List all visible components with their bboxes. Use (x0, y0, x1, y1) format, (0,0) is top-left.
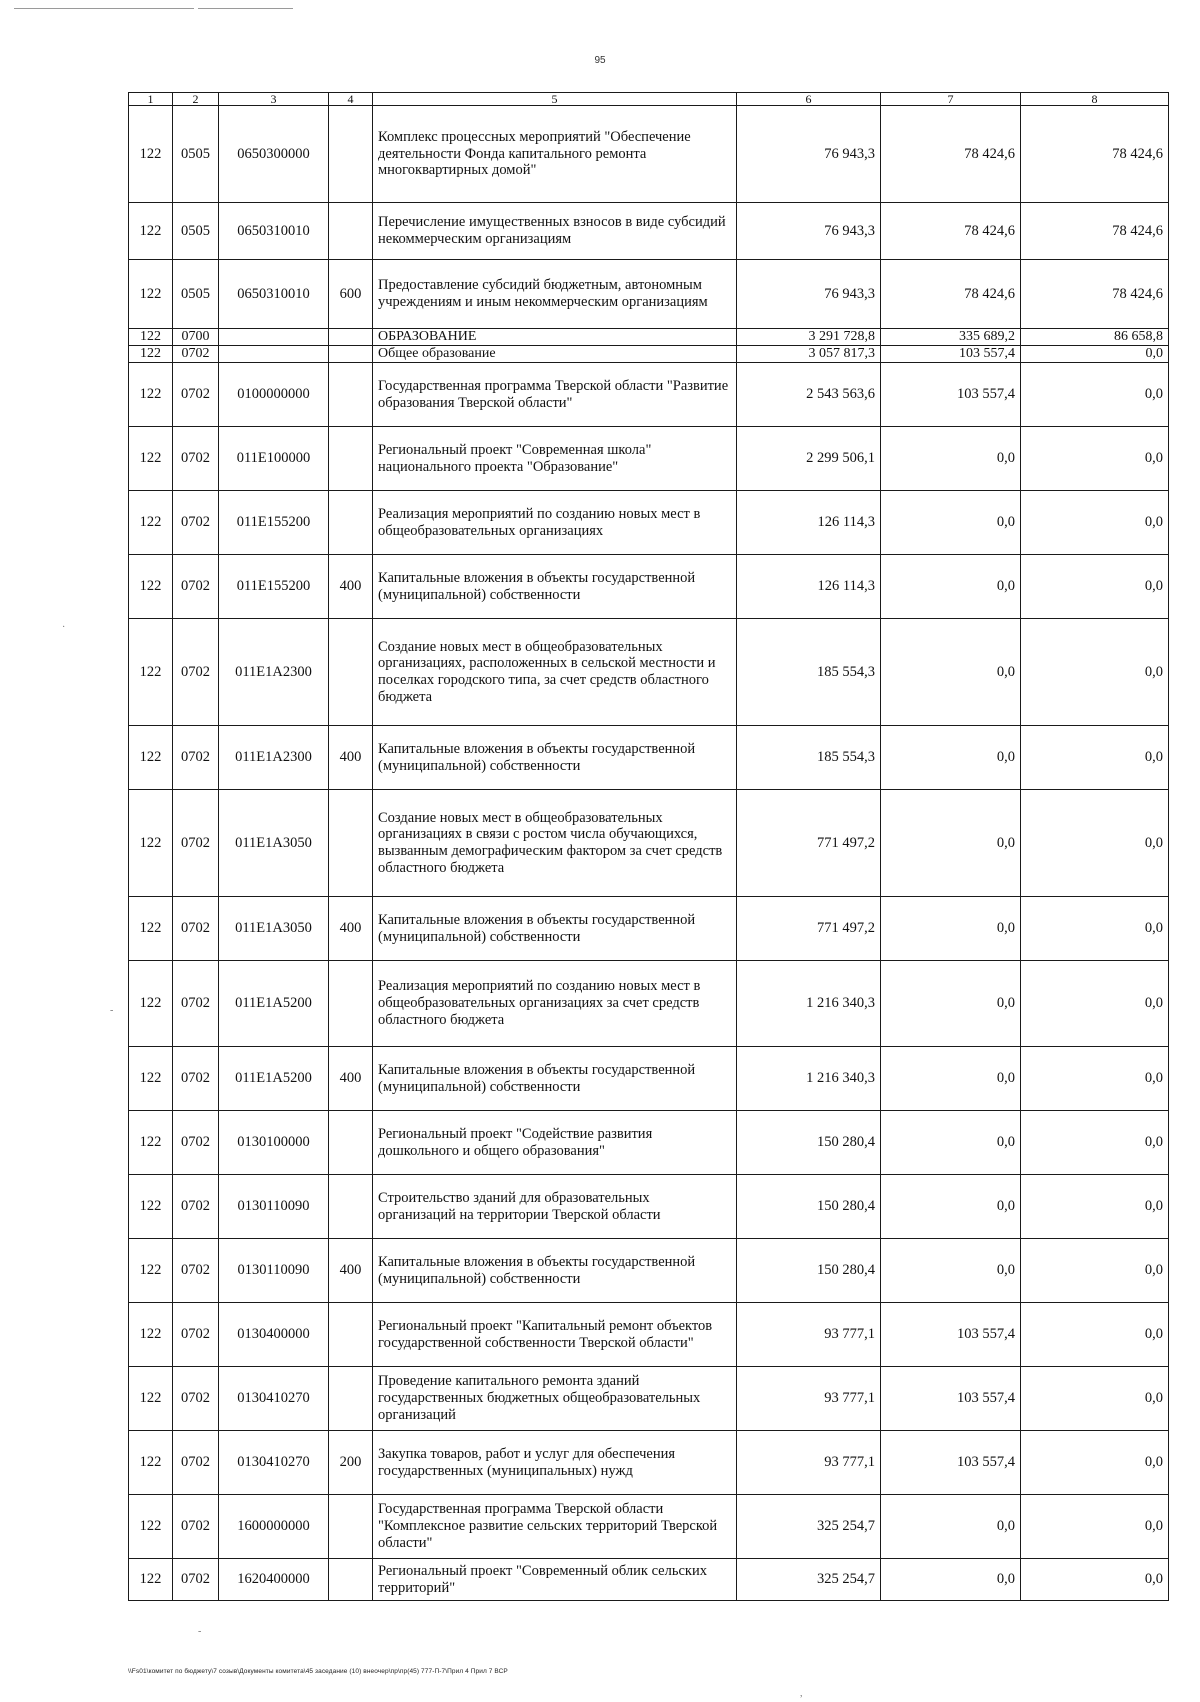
col-header: 7 (881, 93, 1021, 106)
cell-amount-year2: 78 424,6 (881, 106, 1021, 203)
cell-amount-year3: 0,0 (1021, 1367, 1169, 1431)
cell-amount-year3: 0,0 (1021, 346, 1169, 363)
cell-amount-year2: 103 557,4 (881, 1367, 1021, 1431)
cell-amount-year1: 150 280,4 (737, 1111, 881, 1175)
table-row (129, 363, 1169, 427)
file-path-footer: \\Fs01\комитет по бюджету\7 созыв\Документы комитета\45 заседание (10) внеочер\пр\пр(45) 777-П-7\Прил 4 Прил 7 ВСР (128, 1668, 508, 1675)
table-row (129, 329, 1169, 346)
col-header: 2 (173, 93, 219, 106)
table-row (129, 491, 1169, 555)
cell-amount-year2: 0,0 (881, 555, 1021, 619)
cell-target-article: 011E155200 (219, 491, 329, 555)
cell-amount-year2: 0,0 (881, 961, 1021, 1047)
cell-amount-year2: 0,0 (881, 491, 1021, 555)
cell-amount-year2: 0,0 (881, 1175, 1021, 1239)
cell-target-article: 011E155200 (219, 555, 329, 619)
cell-description: Проведение капитального ремонта зданий государственных бюджетных общеобразовательных организаций (373, 1367, 737, 1431)
cell-amount-year1: 2 543 563,6 (737, 363, 881, 427)
cell-expense-type (329, 1303, 373, 1367)
cell-section: 0702 (173, 1303, 219, 1367)
cell-expense-type: 400 (329, 1047, 373, 1111)
cell-amount-year3: 0,0 (1021, 491, 1169, 555)
cell-amount-year3: 0,0 (1021, 1431, 1169, 1495)
cell-expense-type (329, 1175, 373, 1239)
cell-target-article: 011E1A5200 (219, 1047, 329, 1111)
header-row (129, 93, 1169, 106)
cell-amount-year2: 103 557,4 (881, 1431, 1021, 1495)
cell-amount-year1: 76 943,3 (737, 260, 881, 329)
cell-target-article: 011E100000 (219, 427, 329, 491)
cell-expense-type (329, 427, 373, 491)
cell-amount-year3: 0,0 (1021, 1239, 1169, 1303)
cell-ministry: 122 (129, 1431, 173, 1495)
table-row (129, 619, 1169, 726)
cell-description: Государственная программа Тверской области "Развитие образования Тверской области" (373, 363, 737, 427)
cell-section: 0702 (173, 897, 219, 961)
cell-ministry: 122 (129, 1495, 173, 1559)
cell-ministry: 122 (129, 1303, 173, 1367)
cell-description: Перечисление имущественных взносов в виде субсидий некоммерческим организациям (373, 203, 737, 260)
cell-ministry: 122 (129, 555, 173, 619)
cell-amount-year2: 0,0 (881, 726, 1021, 790)
cell-description: Капитальные вложения в объекты государственной (муниципальной) собственности (373, 1047, 737, 1111)
cell-expense-type: 400 (329, 1239, 373, 1303)
table-row (129, 1367, 1169, 1431)
cell-ministry: 122 (129, 790, 173, 897)
table-row (129, 203, 1169, 260)
cell-section: 0505 (173, 106, 219, 203)
cell-amount-year3: 0,0 (1021, 619, 1169, 726)
cell-description: Строительство зданий для образовательных организаций на территории Тверской области (373, 1175, 737, 1239)
cell-amount-year1: 771 497,2 (737, 790, 881, 897)
cell-target-article: 0130410270 (219, 1431, 329, 1495)
cell-section: 0702 (173, 1111, 219, 1175)
table-row (129, 1559, 1169, 1601)
cell-section: 0702 (173, 491, 219, 555)
cell-ministry: 122 (129, 1175, 173, 1239)
cell-expense-type: 200 (329, 1431, 373, 1495)
cell-amount-year3: 0,0 (1021, 1303, 1169, 1367)
cell-ministry: 122 (129, 203, 173, 260)
table-row (129, 260, 1169, 329)
cell-ministry: 122 (129, 1239, 173, 1303)
scan-edge-line (14, 8, 194, 9)
cell-ministry: 122 (129, 1047, 173, 1111)
cell-target-article: 011E1A3050 (219, 897, 329, 961)
cell-ministry: 122 (129, 1559, 173, 1601)
table-row (129, 1047, 1169, 1111)
table-row (129, 427, 1169, 491)
cell-section: 0702 (173, 1047, 219, 1111)
cell-expense-type (329, 619, 373, 726)
cell-amount-year1: 93 777,1 (737, 1367, 881, 1431)
cell-target-article: 0650300000 (219, 106, 329, 203)
cell-target-article: 0130400000 (219, 1303, 329, 1367)
cell-target-article: 011E1A3050 (219, 790, 329, 897)
cell-target-article: 011E1A2300 (219, 619, 329, 726)
cell-target-article: 011E1A2300 (219, 726, 329, 790)
budget-table (128, 92, 1169, 1601)
cell-amount-year1: 1 216 340,3 (737, 1047, 881, 1111)
cell-expense-type (329, 346, 373, 363)
cell-amount-year2: 0,0 (881, 1239, 1021, 1303)
cell-amount-year1: 76 943,3 (737, 203, 881, 260)
cell-target-article: 0100000000 (219, 363, 329, 427)
cell-description: Закупка товаров, работ и услуг для обеспечения государственных (муниципальных) нужд (373, 1431, 737, 1495)
cell-amount-year1: 93 777,1 (737, 1303, 881, 1367)
cell-amount-year3: 0,0 (1021, 363, 1169, 427)
cell-amount-year3: 0,0 (1021, 1559, 1169, 1601)
cell-description: Капитальные вложения в объекты государственной (муниципальной) собственности (373, 1239, 737, 1303)
cell-target-article: 011E1A5200 (219, 961, 329, 1047)
cell-amount-year3: 78 424,6 (1021, 203, 1169, 260)
cell-target-article: 1600000000 (219, 1495, 329, 1559)
cell-ministry: 122 (129, 1111, 173, 1175)
table-row (129, 790, 1169, 897)
cell-section: 0702 (173, 1367, 219, 1431)
cell-ministry: 122 (129, 491, 173, 555)
cell-section: 0702 (173, 726, 219, 790)
cell-amount-year2: 0,0 (881, 1495, 1021, 1559)
cell-amount-year1: 1 216 340,3 (737, 961, 881, 1047)
cell-ministry: 122 (129, 427, 173, 491)
cell-section: 0702 (173, 619, 219, 726)
table-row (129, 1111, 1169, 1175)
col-header: 4 (329, 93, 373, 106)
cell-amount-year2: 103 557,4 (881, 1303, 1021, 1367)
cell-expense-type (329, 1495, 373, 1559)
cell-ministry: 122 (129, 1367, 173, 1431)
cell-amount-year3: 78 424,6 (1021, 106, 1169, 203)
cell-amount-year1: 3 291 728,8 (737, 329, 881, 346)
cell-description: Региональный проект "Современная школа" национального проекта "Образование" (373, 427, 737, 491)
cell-amount-year1: 185 554,3 (737, 726, 881, 790)
cell-ministry: 122 (129, 106, 173, 203)
scan-speck: , (800, 1688, 803, 1699)
cell-section: 0702 (173, 363, 219, 427)
cell-amount-year1: 126 114,3 (737, 555, 881, 619)
table-row (129, 555, 1169, 619)
cell-description: Создание новых мест в общеобразовательных организациях в связи с ростом числа обучающихся, вызванным демографическим фактором за счет средств областного бюджета (373, 790, 737, 897)
cell-amount-year2: 0,0 (881, 1111, 1021, 1175)
cell-description: Капитальные вложения в объекты государственной (муниципальной) собственности (373, 555, 737, 619)
cell-section: 0702 (173, 1239, 219, 1303)
cell-description: Предоставление субсидий бюджетным, автономным учреждениям и иным некоммерческим организациям (373, 260, 737, 329)
cell-expense-type: 400 (329, 726, 373, 790)
table-row (129, 961, 1169, 1047)
cell-amount-year2: 335 689,2 (881, 329, 1021, 346)
cell-amount-year2: 0,0 (881, 897, 1021, 961)
cell-amount-year1: 150 280,4 (737, 1239, 881, 1303)
cell-ministry: 122 (129, 726, 173, 790)
col-header: 1 (129, 93, 173, 106)
cell-amount-year2: 78 424,6 (881, 203, 1021, 260)
cell-ministry: 122 (129, 329, 173, 346)
cell-amount-year3: 0,0 (1021, 427, 1169, 491)
cell-amount-year1: 150 280,4 (737, 1175, 881, 1239)
cell-amount-year3: 0,0 (1021, 726, 1169, 790)
cell-ministry: 122 (129, 346, 173, 363)
cell-expense-type (329, 1559, 373, 1601)
cell-section: 0702 (173, 346, 219, 363)
cell-amount-year1: 3 057 817,3 (737, 346, 881, 363)
cell-target-article (219, 329, 329, 346)
cell-description: Региональный проект "Содействие развития дошкольного и общего образования" (373, 1111, 737, 1175)
cell-amount-year3: 0,0 (1021, 961, 1169, 1047)
table-row (129, 1431, 1169, 1495)
cell-ministry: 122 (129, 260, 173, 329)
cell-description: Региональный проект "Капитальный ремонт объектов государственной собственности Тверской области" (373, 1303, 737, 1367)
table-row (129, 1239, 1169, 1303)
cell-target-article: 0650310010 (219, 203, 329, 260)
cell-expense-type (329, 106, 373, 203)
scan-edge-line (198, 8, 293, 9)
cell-expense-type (329, 363, 373, 427)
cell-expense-type (329, 961, 373, 1047)
cell-expense-type (329, 329, 373, 346)
cell-amount-year2: 103 557,4 (881, 363, 1021, 427)
cell-amount-year1: 93 777,1 (737, 1431, 881, 1495)
col-header: 3 (219, 93, 329, 106)
cell-description: Капитальные вложения в объекты государственной (муниципальной) собственности (373, 897, 737, 961)
cell-amount-year1: 325 254,7 (737, 1495, 881, 1559)
table-row (129, 897, 1169, 961)
cell-section: 0702 (173, 427, 219, 491)
cell-target-article: 1620400000 (219, 1559, 329, 1601)
cell-description: ОБРАЗОВАНИЕ (373, 329, 737, 346)
cell-expense-type (329, 203, 373, 260)
cell-amount-year3: 0,0 (1021, 555, 1169, 619)
cell-description: Создание новых мест в общеобразовательных организациях, расположенных в сельской местности и поселках городского типа, за счет средств областного бюджета (373, 619, 737, 726)
cell-description: Капитальные вложения в объекты государственной (муниципальной) собственности (373, 726, 737, 790)
table-row (129, 726, 1169, 790)
cell-section: 0702 (173, 790, 219, 897)
cell-description: Комплекс процессных мероприятий "Обеспечение деятельности Фонда капитального ремонта многоквартирных домой" (373, 106, 737, 203)
cell-ministry: 122 (129, 897, 173, 961)
table-row (129, 1303, 1169, 1367)
cell-section: 0702 (173, 555, 219, 619)
table-row (129, 1495, 1169, 1559)
cell-amount-year3: 86 658,8 (1021, 329, 1169, 346)
cell-ministry: 122 (129, 363, 173, 427)
cell-expense-type (329, 491, 373, 555)
cell-section: 0700 (173, 329, 219, 346)
cell-description: Реализация мероприятий по созданию новых мест в общеобразовательных организациях (373, 491, 737, 555)
cell-target-article: 0130110090 (219, 1239, 329, 1303)
cell-description: Реализация мероприятий по созданию новых мест в общеобразовательных организациях за счет средств областного бюджета (373, 961, 737, 1047)
col-header: 6 (737, 93, 881, 106)
cell-section: 0702 (173, 1495, 219, 1559)
col-header: 5 (373, 93, 737, 106)
cell-section: 0702 (173, 1431, 219, 1495)
cell-target-article: 0130100000 (219, 1111, 329, 1175)
cell-expense-type (329, 1367, 373, 1431)
cell-amount-year3: 0,0 (1021, 1111, 1169, 1175)
cell-amount-year3: 0,0 (1021, 1495, 1169, 1559)
table-row (129, 346, 1169, 363)
page-number: 95 (594, 55, 606, 66)
cell-amount-year3: 0,0 (1021, 897, 1169, 961)
cell-target-article: 0130110090 (219, 1175, 329, 1239)
cell-ministry: 122 (129, 961, 173, 1047)
table-row (129, 1175, 1169, 1239)
cell-section: 0702 (173, 1175, 219, 1239)
cell-target-article: 0650310010 (219, 260, 329, 329)
cell-amount-year2: 78 424,6 (881, 260, 1021, 329)
cell-amount-year1: 771 497,2 (737, 897, 881, 961)
cell-target-article: 0130410270 (219, 1367, 329, 1431)
cell-expense-type: 400 (329, 555, 373, 619)
cell-amount-year1: 2 299 506,1 (737, 427, 881, 491)
cell-expense-type: 400 (329, 897, 373, 961)
cell-ministry: 122 (129, 619, 173, 726)
cell-amount-year1: 76 943,3 (737, 106, 881, 203)
cell-amount-year2: 103 557,4 (881, 346, 1021, 363)
cell-description: Государственная программа Тверской области "Комплексное развитие сельских территорий Тверской области" (373, 1495, 737, 1559)
cell-description: Региональный проект "Современный облик сельских территорий" (373, 1559, 737, 1601)
scan-speck: - (110, 1005, 114, 1016)
cell-section: 0702 (173, 961, 219, 1047)
cell-section: 0702 (173, 1559, 219, 1601)
col-header: 8 (1021, 93, 1169, 106)
cell-amount-year1: 185 554,3 (737, 619, 881, 726)
cell-amount-year2: 0,0 (881, 427, 1021, 491)
cell-section: 0505 (173, 203, 219, 260)
cell-expense-type: 600 (329, 260, 373, 329)
cell-amount-year3: 0,0 (1021, 1047, 1169, 1111)
cell-expense-type (329, 790, 373, 897)
cell-amount-year2: 0,0 (881, 790, 1021, 897)
cell-amount-year3: 0,0 (1021, 1175, 1169, 1239)
cell-target-article (219, 346, 329, 363)
cell-amount-year1: 126 114,3 (737, 491, 881, 555)
cell-amount-year2: 0,0 (881, 1559, 1021, 1601)
cell-amount-year2: 0,0 (881, 619, 1021, 726)
cell-amount-year1: 325 254,7 (737, 1559, 881, 1601)
cell-amount-year3: 78 424,6 (1021, 260, 1169, 329)
cell-amount-year2: 0,0 (881, 1047, 1021, 1111)
cell-amount-year3: 0,0 (1021, 790, 1169, 897)
scan-speck: - (198, 1626, 202, 1637)
scan-speck: · (62, 622, 66, 633)
cell-description: Общее образование (373, 346, 737, 363)
cell-expense-type (329, 1111, 373, 1175)
cell-section: 0505 (173, 260, 219, 329)
table-row (129, 106, 1169, 203)
